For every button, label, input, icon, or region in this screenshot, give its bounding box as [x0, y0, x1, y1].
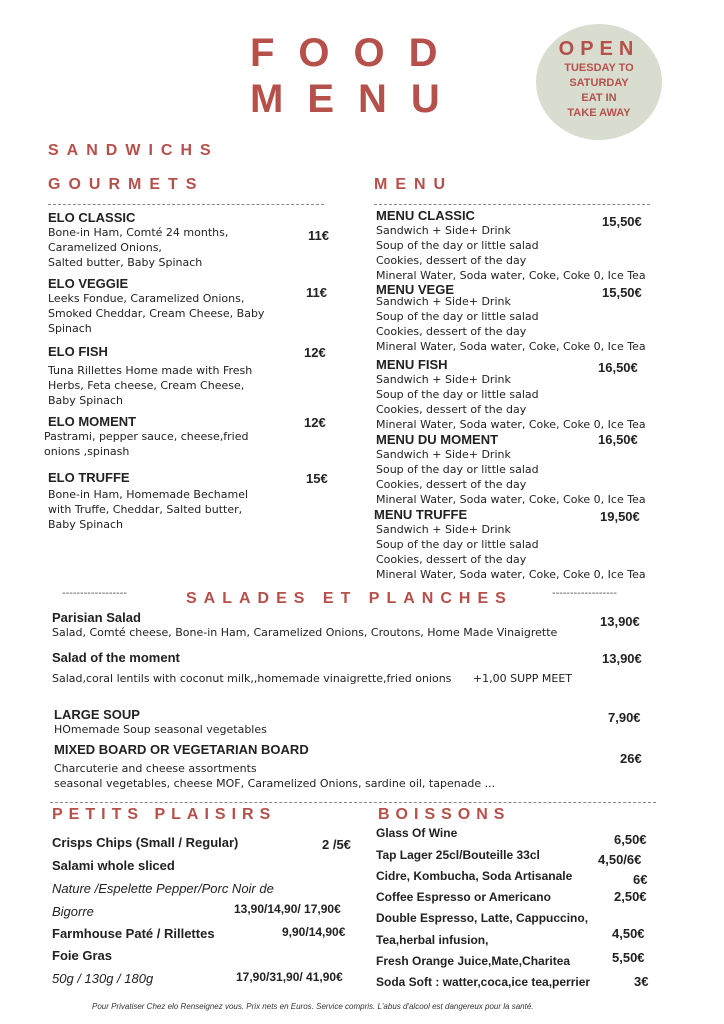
item-name: ELO CLASSIC — [48, 210, 136, 225]
menu-desc: Cookies, dessert of the day — [376, 403, 527, 416]
item-price: 13,90€ — [602, 651, 642, 666]
item-price: 15€ — [306, 471, 328, 486]
menu-desc: Soup of the day or little salad — [376, 388, 539, 401]
menu-name: MENU FISH — [376, 357, 448, 372]
menu-desc: Sandwich + Side+ Drink — [376, 448, 511, 461]
menu-desc: Mineral Water, Soda water, Coke, Coke 0, Ice Tea — [376, 418, 646, 431]
drink-price: 6,50€ — [614, 832, 647, 847]
drink-price: 6€ — [633, 872, 648, 887]
item-desc: Tuna Rillettes Home made with Fresh — [48, 364, 253, 377]
item-desc: Caramelized Onions, — [48, 241, 162, 254]
menu-desc: Mineral Water, Soda water, Coke, Coke 0, Ice Tea — [376, 340, 646, 353]
menu-title-line1: FOOD — [250, 31, 462, 75]
item-desc: Leeks Fondue, Caramelized Onions, — [48, 292, 245, 305]
badge-days: TUESDAY TO SATURDAY — [564, 62, 634, 89]
foie-options: 50g / 130g / 180g — [52, 971, 154, 986]
menu-name: MENU TRUFFE — [374, 507, 468, 522]
item-desc: seasonal vegetables, cheese MOF, Caramelized Onions, sardine oil, tapenade ... — [54, 777, 496, 790]
menu-desc: Soup of the day or little salad — [376, 463, 539, 476]
salami-name: Salami whole sliced — [52, 858, 175, 873]
badge-eat-in: EAT IN — [581, 92, 617, 104]
salad-moment — [52, 650, 572, 686]
menu-desc: Mineral Water, Soda water, Coke, Coke 0, Ice Tea — [376, 269, 646, 282]
section-sandwichs: SANDWICHS — [48, 142, 219, 159]
item-name: Salad of the moment — [52, 650, 180, 665]
menu-desc: Sandwich + Side+ Drink — [376, 295, 511, 308]
mixed-board — [54, 742, 495, 791]
menu-desc: Cookies, dessert of the day — [376, 553, 527, 566]
drink-price: 4,50/6€ — [598, 852, 642, 867]
gourmet-item-truffe — [48, 470, 328, 532]
drink-price: 3€ — [634, 974, 649, 989]
gourmet-item-moment — [44, 414, 324, 459]
menu-desc: Cookies, dessert of the day — [376, 325, 527, 338]
item-price: 26€ — [620, 751, 642, 766]
menu-price: 15,50€ — [602, 285, 642, 300]
chips-price: 2 /5€ — [322, 837, 351, 852]
menu-desc: Cookies, dessert of the day — [376, 254, 527, 267]
menu-desc: Sandwich + Side+ Drink — [376, 523, 511, 536]
gourmet-item-classic — [48, 210, 328, 270]
item-name: ELO VEGGIE — [48, 276, 129, 291]
salami-options: Bigorre — [52, 904, 94, 919]
drink-price: 2,50€ — [614, 889, 647, 904]
drink-name: Fresh Orange Juice,Mate,Charitea — [376, 954, 571, 968]
section-salades: SALADES ET PLANCHES — [186, 590, 513, 607]
item-name: MIXED BOARD OR VEGETARIAN BOARD — [54, 742, 309, 757]
menu-desc: Sandwich + Side+ Drink — [376, 373, 511, 386]
drink-name: Soda Soft : watter,coca,ice tea,perrier — [376, 975, 591, 989]
badge-take-away: TAKE AWAY — [567, 107, 631, 119]
supplement: +1,00 SUPP MEET — [472, 672, 573, 685]
item-desc: Spinach — [48, 322, 92, 335]
menu-name: MENU VEGE — [376, 282, 455, 297]
item-price: 12€ — [304, 415, 326, 430]
item-desc: Charcuterie and cheese assortments — [54, 762, 257, 775]
menu-desc: Soup of the day or little salad — [376, 239, 539, 252]
item-desc: HOmemade Soup seasonal vegetables — [54, 723, 267, 736]
drink-name: Double Espresso, Latte, Cappuccino, — [376, 911, 589, 925]
separator — [50, 802, 656, 803]
gourmet-item-veggie — [48, 276, 328, 336]
item-price: 11€ — [306, 285, 327, 300]
section-gourmets: GOURMETS — [48, 176, 205, 193]
footer-note: Pour Privatiser Chez elo Renseignez vous. Prix nets en Euros. Service compris. L'abus d'alcool est dangereux pour la santé. — [92, 1002, 534, 1011]
salami-price: 13,90/14,90/ 17,90€ — [234, 902, 341, 916]
separator — [374, 204, 650, 205]
item-name: LARGE SOUP — [54, 707, 140, 722]
item-name: ELO MOMENT — [48, 414, 137, 429]
item-desc: Salad,coral lentils with coconut milk,,homemade vinaigrette,fried onions — [52, 672, 452, 685]
drink-name: Tap Lager 25cl/Bouteille 33cl — [376, 848, 540, 862]
item-name: Parisian Salad — [52, 610, 141, 625]
item-desc: Bone-in Ham, Homemade Bechamel — [48, 488, 249, 501]
salami-options: Nature /Espelette Pepper/Porc Noir de — [52, 881, 274, 896]
drink-name: Tea,herbal infusion, — [376, 933, 489, 947]
item-desc-row — [52, 671, 572, 686]
item-price: 7,90€ — [608, 710, 641, 725]
menu-name: MENU CLASSIC — [376, 208, 475, 223]
foie-price: 17,90/31,90/ 41,90€ — [236, 970, 343, 984]
pate-name: Farmhouse Paté / Rillettes — [52, 926, 215, 941]
menu-price: 19,50€ — [600, 509, 640, 524]
item-price: 12€ — [304, 345, 326, 360]
menu-price: 15,50€ — [602, 214, 642, 229]
menu-desc: Mineral Water, Soda water, Coke, Coke 0, Ice Tea — [376, 568, 646, 581]
item-desc: Baby Spinach — [48, 394, 124, 407]
menu-desc: Soup of the day or little salad — [376, 310, 539, 323]
drink-price: 5,50€ — [612, 950, 645, 965]
menu-price: 16,50€ — [598, 360, 638, 375]
item-desc: onions ,spinash — [44, 445, 130, 458]
item-desc: Pastrami, pepper sauce, cheese,fried — [44, 430, 249, 443]
pate-price: 9,90/14,90€ — [282, 925, 346, 939]
item-desc: Smoked Cheddar, Cream Cheese, Baby — [48, 307, 265, 320]
foie-name: Foie Gras — [52, 948, 112, 963]
section-petits-plaisirs: PETITS PLAISIRS — [52, 806, 277, 823]
badge-open: OPEN — [558, 38, 640, 60]
item-desc: with Truffe, Cheddar, Salted butter, — [48, 503, 243, 516]
menu-title-line2: MENU — [250, 77, 464, 121]
separator-fill: ------------------ — [62, 588, 127, 599]
menu-name: MENU DU MOMENT — [376, 432, 499, 447]
item-desc: Bone-in Ham, Comté 24 months, — [48, 226, 229, 239]
section-menu: MENU — [374, 176, 454, 193]
menu-desc: Sandwich + Side+ Drink — [376, 224, 511, 237]
item-desc: Salad, Comté cheese, Bone-in Ham, Caramelized Onions, Croutons, Home Made Vinaigrette — [52, 626, 558, 639]
item-price: 13,90€ — [600, 614, 640, 629]
menu-desc: Mineral Water, Soda water, Coke, Coke 0, Ice Tea — [376, 493, 646, 506]
drink-name: Cidre, Kombucha, Soda Artisanale — [376, 869, 573, 883]
drink-price: 4,50€ — [612, 926, 645, 941]
item-name: ELO TRUFFE — [48, 470, 130, 485]
item-desc: Salted butter, Baby Spinach — [48, 256, 203, 269]
item-desc: Herbs, Feta cheese, Cream Cheese, — [48, 379, 245, 392]
chips-name: Crisps Chips (Small / Regular) — [52, 835, 239, 850]
large-soup — [54, 707, 267, 737]
drink-name: Glass Of Wine — [376, 826, 458, 840]
item-desc: Baby Spinach — [48, 518, 124, 531]
separator — [48, 204, 324, 205]
gourmet-item-fish — [48, 344, 328, 408]
opening-badge — [536, 24, 662, 140]
section-boissons: BOISSONS — [378, 806, 511, 823]
menu-price: 16,50€ — [598, 432, 638, 447]
separator-fill: ------------------ — [552, 588, 617, 599]
menu-desc: Soup of the day or little salad — [376, 538, 539, 551]
item-name: ELO FISH — [48, 344, 108, 359]
salad-parisian — [52, 610, 557, 640]
menu-desc: Cookies, dessert of the day — [376, 478, 527, 491]
item-price: 11€ — [308, 228, 329, 243]
drink-name: Coffee Espresso or Americano — [376, 890, 551, 904]
